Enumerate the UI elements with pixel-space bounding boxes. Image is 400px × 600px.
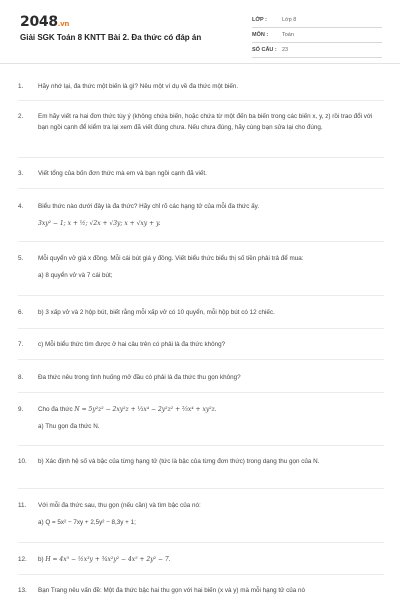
question-item xyxy=(18,201,384,229)
question-number: 10. xyxy=(18,458,27,465)
document-header xyxy=(0,0,400,62)
question-divider xyxy=(18,241,384,242)
meta-row-subject xyxy=(252,28,382,43)
question-number: 12. xyxy=(18,556,27,563)
meta-row-count xyxy=(252,43,382,58)
meta-info xyxy=(252,13,382,58)
question-number: 2. xyxy=(18,113,24,120)
meta-value: Toán xyxy=(282,32,294,38)
question-subpart: a) Thu gọn đa thức N. xyxy=(38,423,100,430)
question-text: b) 3 xấp vở và 2 hộp bút, biết rằng mỗi xấp vở có 10 quyển, mỗi hộp bút có 12 chiếc. xyxy=(38,309,275,316)
logo-suffix: .vn xyxy=(57,20,70,28)
question-divider xyxy=(18,157,384,158)
question-item xyxy=(18,404,384,432)
question-item xyxy=(18,253,384,281)
meta-key: MÔN : xyxy=(252,32,269,38)
question-text: c) Mỗi biểu thức tìm được ở hai câu trên có phải là đa thức không? xyxy=(38,341,226,348)
question-item xyxy=(18,81,384,92)
question-divider xyxy=(18,542,384,543)
question-text: Viết tổng của bốn đơn thức mà em và bạn ngồi cạnh đã viết. xyxy=(38,170,207,177)
question-text: b) Xác định hệ số và bậc của từng hạng tử (tức là bậc của từng đơn thức) trong dạng thu gọn của N. xyxy=(38,458,320,465)
meta-row-class xyxy=(252,13,382,28)
question-divider xyxy=(18,188,384,189)
question-number: 5. xyxy=(18,255,24,262)
meta-key: LỚP : xyxy=(252,17,267,23)
question-divider xyxy=(18,359,384,360)
question-number: 13. xyxy=(18,587,27,594)
question-item xyxy=(18,168,384,179)
question-item xyxy=(18,585,384,596)
question-text: Mỗi quyển vở giá x đồng. Mỗi cái bút giá y đồng. Viết biểu thức biểu thị số tiền phải trả để mua: xyxy=(38,255,304,262)
question-item xyxy=(18,500,384,528)
question-item xyxy=(18,554,384,565)
question-number: 4. xyxy=(18,203,24,210)
meta-value: Lớp 8 xyxy=(282,17,297,23)
question-number: 11. xyxy=(18,502,27,509)
question-divider xyxy=(18,328,384,329)
document-title: Giải SGK Toán 8 KNTT Bài 2. Đa thức có đáp án xyxy=(20,33,202,42)
logo-main: 2048 xyxy=(20,14,58,30)
question-divider xyxy=(18,574,384,575)
question-number: 9. xyxy=(18,406,24,413)
question-text-row xyxy=(38,554,384,565)
question-text: Đa thức nêu trong tình huống mở đầu có phải là đa thức thu gọn không? xyxy=(38,374,241,381)
question-divider xyxy=(18,445,384,446)
meta-key: SỐ CÂU : xyxy=(252,47,277,53)
question-item xyxy=(18,307,384,318)
question-math: 3xy² − 1; x + ½; √2x + √3y; x + √xy + y. xyxy=(38,220,161,227)
question-text: Em hãy viết ra hai đơn thức tùy ý (không chứa biến, hoặc chứa từ một đến ba biến trong các biến x, y, z) rồi trao đổi với bạn ngồi cạnh để kiểm tra lại xem đã viết đúng chưa. Nếu chưa đúng, hãy cùng bạn sửa lại cho đúng. xyxy=(38,113,373,131)
question-item xyxy=(18,339,384,350)
question-math: H = 4x⁵ − ½x³y + ¾x²y² − 4x⁵ + 2y² − 7. xyxy=(45,556,171,563)
question-number: 1. xyxy=(18,83,24,90)
question-divider xyxy=(18,295,384,296)
question-text: Bạn Trang nêu vấn đề: Một đa thức bậc hai thu gọn với hai biến (x và y) mà mỗi hạng tử của nó xyxy=(38,587,306,594)
question-text: Với mỗi đa thức sau, thu gọn (nếu cần) và tìm bậc của nó: xyxy=(38,502,201,509)
question-math: N = 5y²z² − 2xy²z + ⅓x⁴ − 2y²z² + ⅔x⁴ + xy²z. xyxy=(74,406,217,413)
question-item xyxy=(18,456,384,467)
meta-value: 23 xyxy=(282,47,289,53)
question-number: 3. xyxy=(18,170,24,177)
header-divider xyxy=(0,63,400,64)
question-divider xyxy=(18,488,384,489)
question-divider xyxy=(18,392,384,393)
site-logo[interactable] xyxy=(20,14,69,30)
question-item xyxy=(18,372,384,383)
question-number: 8. xyxy=(18,374,24,381)
question-subpart: a) Q = 5x² − 7xy + 2,5y² − 8,3y + 1; xyxy=(38,519,136,526)
question-text: Hãy nhớ lại, đa thức một biến là gì? Nêu một ví dụ về đa thức một biến. xyxy=(38,83,239,90)
question-text-row xyxy=(38,404,384,415)
question-text: Biểu thức nào dưới đây là đa thức? Hãy chỉ rõ các hạng tử của mỗi đa thức ấy. xyxy=(38,203,260,210)
question-divider xyxy=(18,100,384,101)
question-subpart: a) 8 quyển vở và 7 cái bút; xyxy=(38,272,113,279)
question-number: 6. xyxy=(18,309,24,316)
question-item xyxy=(18,111,384,133)
question-text: b) xyxy=(38,556,44,563)
question-number: 7. xyxy=(18,341,24,348)
question-text: Cho đa thức xyxy=(38,406,73,413)
